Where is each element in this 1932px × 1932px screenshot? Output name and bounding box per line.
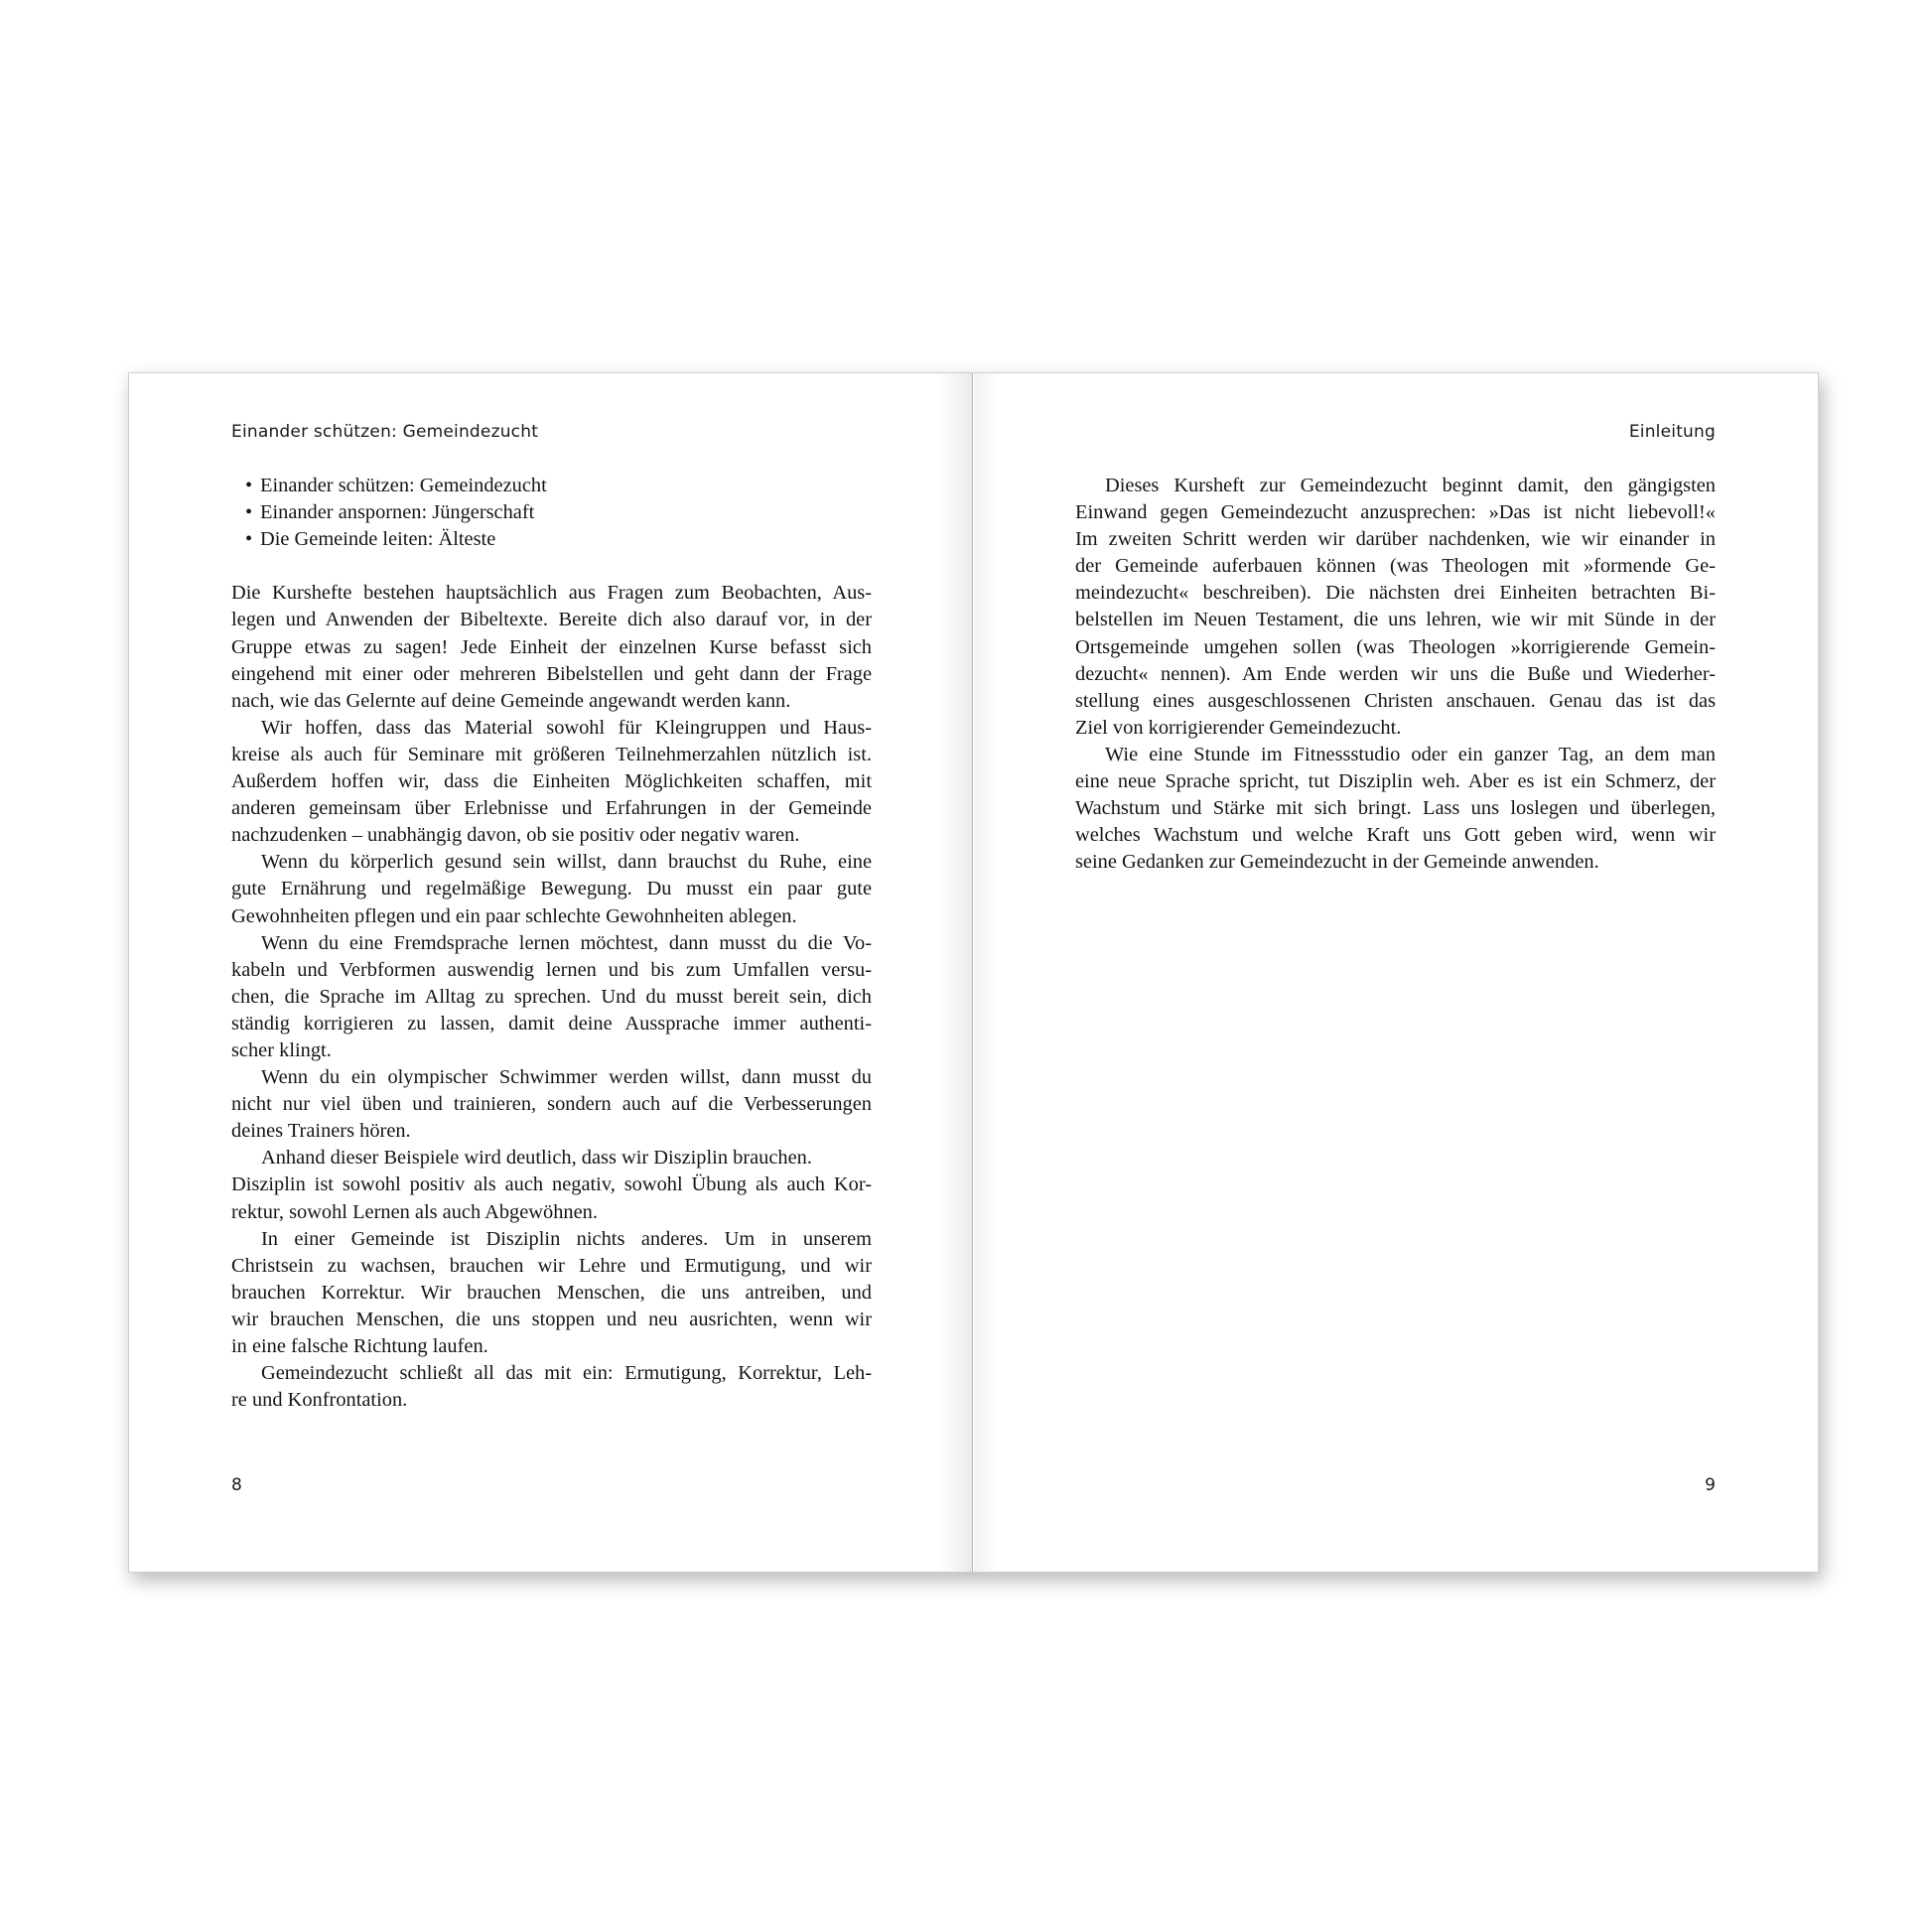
text-line: meindezucht« beschreiben). Die nächsten drei Einheiten betrachten Bi-: [1075, 582, 1716, 605]
text-line: nach, wie das Gelernte auf deine Gemeinde angewandt werden kann.: [231, 689, 791, 712]
text-line: Christsein zu wachsen, brauchen wir Lehre und Ermutigung, und wir: [231, 1254, 872, 1277]
text-line: eine neue Sprache spricht, tut Disziplin weh. Aber es ist ein Schmerz, der: [1075, 770, 1716, 793]
text-line: stellung eines ausgeschlossenen Christen anschauen. Genau das ist das: [1075, 689, 1716, 712]
text-line: nicht nur viel üben und trainieren, sondern auch auf die Verbesserungen: [231, 1093, 872, 1116]
text-line: Im zweiten Schritt werden wir darüber nachdenken, wie wir einander in: [1075, 528, 1716, 551]
text-line: seine Gedanken zur Gemeindezucht in der Gemeinde anwenden.: [1075, 851, 1599, 874]
running-head-right: Einleitung: [1628, 422, 1716, 442]
text-line: brauchen Korrektur. Wir brauchen Menschen, die uns antreiben, und: [231, 1281, 872, 1304]
text-line: legen und Anwenden der Bibeltexte. Bereite dich also darauf vor, in der: [231, 609, 872, 631]
text-line: Außerdem hoffen wir, dass die Einheiten Möglichkeiten schaffen, mit: [231, 770, 872, 793]
text-line: rektur, sowohl Lernen als auch Abgewöhnen.: [231, 1200, 598, 1223]
text-line: dezucht« nennen). Am Ende werden wir uns die Buße und Wiederher-: [1075, 662, 1716, 685]
text-line: Wir hoffen, dass das Material sowohl für Kleingruppen und Haus-: [261, 716, 872, 739]
text-line: Anhand dieser Beispiele wird deutlich, dass wir Disziplin brauchen.: [261, 1147, 812, 1170]
text-line: Disziplin ist sowohl positiv als auch negativ, sowohl Übung als auch Kor-: [231, 1173, 872, 1196]
text-line: wir brauchen Menschen, die uns stoppen und neu ausrichten, wenn wir: [231, 1308, 872, 1330]
text-line: In einer Gemeinde ist Disziplin nichts anderes. Um in unserem: [261, 1227, 872, 1250]
left-page: [129, 373, 973, 1572]
text-line: chen, die Sprache im Alltag zu sprechen. Und du musst bereit sein, dich: [231, 985, 872, 1008]
page-number-left: 8: [231, 1475, 242, 1495]
text-line: eingehend mit einer oder mehreren Bibelstellen und geht dann der Frage: [231, 662, 872, 685]
text-line: gute Ernährung und regelmäßige Bewegung. Du musst ein paar gute: [231, 878, 872, 900]
text-line: scher klingt.: [231, 1038, 332, 1061]
text-line: Die Kurshefte bestehen hauptsächlich aus Fragen zum Beobachten, Aus-: [231, 582, 872, 605]
right-page-body: [1075, 473, 1716, 876]
paragraph-gap: [231, 553, 872, 580]
text-line: Ortsgemeinde umgehen sollen (was Theologen »korrigierende Gemein-: [1075, 635, 1716, 658]
text-line: nachzudenken – unabhängig davon, ob sie positiv oder negativ waren.: [231, 824, 800, 847]
text-line: deines Trainers hören.: [231, 1120, 411, 1143]
text-line: re und Konfrontation.: [231, 1389, 408, 1412]
right-page: [973, 373, 1818, 1572]
text-line: ständig korrigieren zu lassen, damit deine Aussprache immer authenti-: [231, 1012, 872, 1035]
text-line: Ziel von korrigierender Gemeindezucht.: [1075, 716, 1402, 739]
book-spread: [128, 372, 1819, 1573]
text-line: Wachstum und Stärke mit sich bringt. Lass uns loslegen und überlegen,: [1075, 797, 1716, 820]
text-line: Dieses Kursheft zur Gemeindezucht beginnt damit, den gängigsten: [1105, 475, 1716, 496]
left-page-body: [231, 473, 872, 1414]
bullet-item: • Einander anspornen: Jüngerschaft: [231, 499, 872, 526]
text-line: in eine falsche Richtung laufen.: [231, 1335, 488, 1357]
bullet-item: • Einander schützen: Gemeindezucht: [231, 473, 872, 499]
gutter-shadow: [935, 373, 973, 1572]
text-line: Gemeindezucht schließt all das mit ein: Ermutigung, Korrektur, Leh-: [261, 1362, 872, 1385]
text-line: Wenn du körperlich gesund sein willst, dann brauchst du Ruhe, eine: [261, 851, 872, 874]
text-line: der Gemeinde auferbauen können (was Theologen mit »formende Ge-: [1075, 555, 1716, 578]
gutter-shadow-right: [974, 373, 1000, 1572]
text-line: Einwand gegen Gemeindezucht anzusprechen: »Das ist nicht liebevoll!«: [1075, 501, 1716, 524]
text-line: anderen gemeinsam über Erlebnisse und Erfahrungen in der Gemeinde: [231, 797, 872, 820]
text-line: Gewohnheiten pflegen und ein paar schlechte Gewohnheiten ablegen.: [231, 904, 797, 927]
text-line: Gruppe etwas zu sagen! Jede Einheit der einzelnen Kurse befasst sich: [231, 635, 872, 658]
text-line: Wenn du eine Fremdsprache lernen möchtest, dann musst du die Vo-: [261, 931, 872, 954]
text-line: kabeln und Verbformen auswendig lernen und bis zum Umfallen versu-: [231, 958, 872, 981]
text-line: kreise als auch für Seminare mit größeren Teilnehmerzahlen nützlich ist.: [231, 743, 872, 765]
text-line: welches Wachstum und welche Kraft uns Gott geben wird, wenn wir: [1075, 824, 1716, 847]
text-line: Wenn du ein olympischer Schwimmer werden willst, dann musst du: [261, 1066, 872, 1089]
running-head-left: Einander schützen: Gemeindezucht: [231, 422, 539, 442]
text-line: belstellen im Neuen Testament, die uns lehren, wie wir mit Sünde in der: [1075, 609, 1716, 631]
bullet-item: • Die Gemeinde leiten: Älteste: [231, 526, 872, 553]
text-line: Wie eine Stunde im Fitnessstudio oder ein ganzer Tag, an dem man: [1105, 743, 1716, 765]
page-number-right: 9: [1705, 1475, 1716, 1495]
